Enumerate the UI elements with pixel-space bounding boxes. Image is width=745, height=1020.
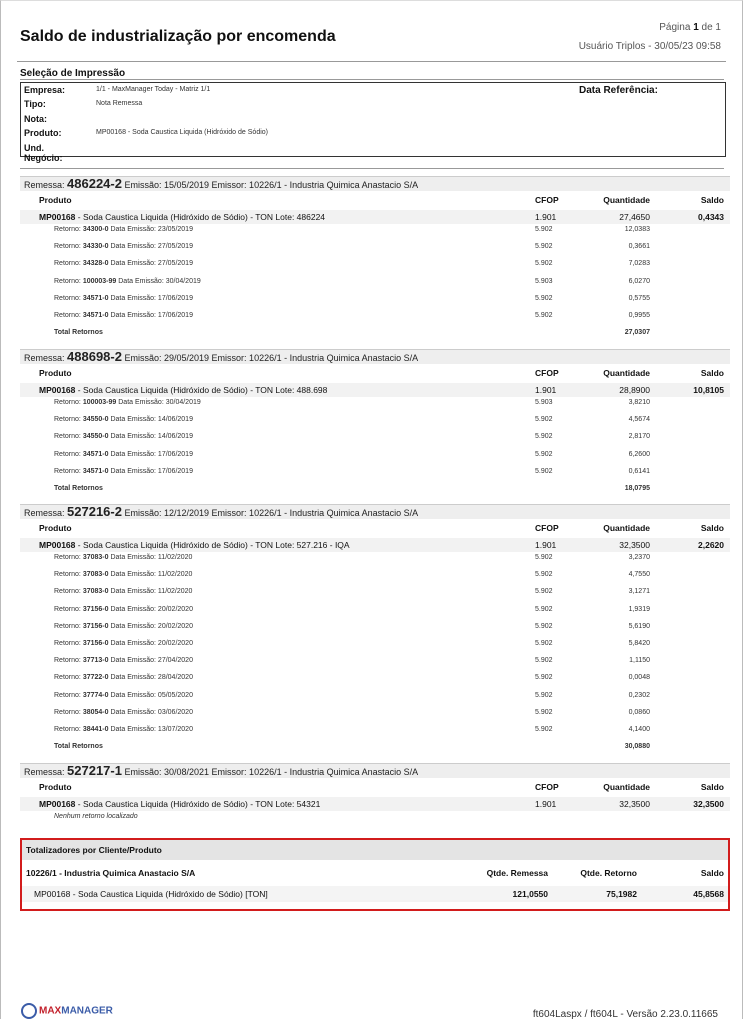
return-number: 37713-0 — [82, 657, 109, 665]
return-cell — [54, 726, 193, 733]
totals-remessa-value: 121,0550 — [512, 889, 548, 899]
return-cell — [54, 657, 193, 664]
return-date: Data Emissão: 23/05/2019 — [110, 226, 193, 233]
return-date: Data Emissão: 20/02/2020 — [110, 622, 193, 630]
return-date: Data Emissão: 20/02/2020 — [110, 640, 193, 647]
return-qty: 2,8170 — [628, 433, 650, 441]
return-prefix: Retorno: — [54, 294, 81, 302]
return-qty: 0,6141 — [628, 467, 650, 475]
return-number: 100003-99 — [82, 277, 117, 285]
return-prefix: Retorno: — [54, 726, 81, 733]
return-cfop: 5.903 — [535, 277, 553, 285]
return-number: 34571-0 — [82, 467, 109, 475]
return-row — [20, 707, 730, 721]
return-number: 38054-0 — [82, 708, 109, 716]
return-prefix: Retorno: — [54, 243, 81, 251]
product-qty: 28,8900 — [619, 385, 650, 395]
selection-heading: Seleção de Impressão — [20, 68, 126, 79]
column-header — [20, 193, 730, 207]
remessa-header — [20, 504, 730, 519]
return-date: Data Emissão: 17/06/2019 — [110, 467, 193, 475]
return-date: Data Emissão: 17/06/2019 — [110, 312, 193, 319]
col-produto: Produto — [39, 782, 72, 792]
return-cfop: 5.902 — [535, 260, 553, 268]
product-saldo: 32,3500 — [693, 799, 724, 809]
return-row — [20, 276, 730, 290]
remessa-label: Remessa: — [24, 508, 65, 518]
return-prefix: Retorno: — [54, 571, 81, 579]
remessa-number: 486224-2 — [67, 176, 122, 191]
return-qty: 1,9319 — [628, 605, 650, 613]
product-cell — [39, 799, 320, 809]
return-date: Data Emissão: 11/02/2020 — [110, 588, 193, 596]
return-prefix: Retorno: — [54, 588, 81, 596]
return-cfop: 5.902 — [535, 294, 553, 302]
return-prefix: Retorno: — [54, 433, 81, 441]
return-number: 37156-0 — [82, 622, 109, 630]
total-retornos-row — [20, 483, 730, 497]
col-cfop: CFOP — [535, 782, 559, 792]
return-cfop: 5.902 — [535, 467, 553, 475]
product-row — [20, 210, 730, 224]
product-qty: 27,4650 — [619, 212, 650, 222]
totals-retorno-value: 75,1982 — [606, 889, 637, 899]
col-cfop: CFOP — [535, 523, 559, 533]
return-cfop: 5.902 — [535, 708, 553, 716]
return-number: 34550-0 — [82, 433, 109, 441]
selection-key: Tipo: — [24, 99, 46, 109]
return-row — [20, 466, 730, 480]
remessa-header — [20, 349, 730, 364]
return-date: Data Emissão: 17/06/2019 — [110, 450, 193, 458]
product-cfop: 1.901 — [535, 540, 557, 550]
return-date: Data Emissão: 30/04/2019 — [118, 277, 201, 285]
return-qty: 5,8420 — [628, 640, 650, 647]
return-cfop: 5.902 — [535, 226, 553, 233]
return-qty: 3,1271 — [628, 588, 650, 596]
totals-client-row — [22, 860, 728, 886]
total-retornos-label: Total Retornos — [54, 743, 103, 751]
return-date: Data Emissão: 30/04/2019 — [118, 399, 201, 406]
return-prefix: Retorno: — [54, 260, 81, 268]
return-number: 34328-0 — [82, 260, 109, 268]
return-cfop: 5.903 — [535, 399, 553, 406]
product-code: MP00168 — [39, 212, 76, 222]
user-date: Usuário Triplos - 30/05/23 09:58 — [578, 41, 721, 52]
remessa-number: 527216-2 — [67, 504, 122, 519]
return-prefix: Retorno: — [54, 226, 81, 233]
product-desc: - Soda Caustica Liquida (Hidróxido de Sódio) - TON Lote: 488.698 — [75, 385, 328, 395]
return-cfop: 5.902 — [535, 312, 553, 319]
return-qty: 6,0270 — [628, 277, 650, 285]
return-number: 34550-0 — [82, 416, 109, 424]
remessa-label: Remessa: — [24, 180, 65, 190]
section-divider — [20, 168, 724, 169]
header-divider — [17, 61, 726, 62]
no-returns-note: Nenhum retorno localizado — [54, 813, 138, 820]
return-cfop: 5.902 — [535, 622, 553, 630]
col-cfop: CFOP — [535, 368, 559, 378]
logo-icon — [21, 1003, 37, 1019]
return-cfop: 5.902 — [535, 640, 553, 647]
return-row — [20, 569, 730, 583]
page-label: Página — [659, 22, 691, 33]
return-date: Data Emissão: 17/06/2019 — [110, 294, 193, 302]
return-number: 37156-0 — [82, 640, 109, 647]
return-prefix: Retorno: — [54, 691, 81, 699]
maxmanager-logo — [21, 1003, 113, 1019]
column-header — [20, 366, 730, 380]
return-number: 34300-0 — [82, 226, 109, 233]
return-cfop: 5.902 — [535, 571, 553, 579]
return-cell — [54, 640, 193, 647]
return-prefix: Retorno: — [54, 657, 81, 665]
return-cfop: 5.902 — [535, 243, 553, 251]
col-quantidade: Quantidade — [603, 523, 650, 533]
return-row — [20, 414, 730, 428]
return-cell — [54, 554, 192, 561]
return-cell — [54, 399, 201, 406]
return-row — [20, 621, 730, 635]
return-row — [20, 293, 730, 307]
return-qty: 6,2600 — [628, 450, 650, 458]
remessa-header — [20, 763, 730, 778]
product-row — [20, 797, 730, 811]
product-desc: - Soda Caustica Liquida (Hidróxido de Sódio) - TON Lote: 527.216 - IQA — [75, 540, 350, 550]
return-date: Data Emissão: 13/07/2020 — [110, 726, 193, 733]
return-cfop: 5.902 — [535, 657, 553, 665]
return-cell — [54, 260, 193, 267]
return-cfop: 5.902 — [535, 691, 553, 699]
totals-client: 10226/1 - Industria Quimica Anastacio S/A — [26, 868, 196, 878]
product-saldo: 10,8105 — [693, 385, 724, 395]
return-date: Data Emissão: 03/06/2020 — [110, 708, 193, 716]
return-prefix: Retorno: — [54, 640, 81, 647]
return-qty: 0,3661 — [628, 243, 650, 251]
total-retornos-value: 27,0307 — [624, 329, 650, 337]
return-cfop: 5.902 — [535, 605, 553, 613]
remessa-info: Emissão: 30/08/2021 Emissor: 10226/1 - Industria Quimica Anastacio S/A — [124, 767, 419, 777]
col-cfop: CFOP — [535, 195, 559, 205]
return-cfop: 5.902 — [535, 554, 553, 561]
return-number: 37774-0 — [82, 691, 109, 699]
return-cell — [54, 588, 192, 595]
total-retornos-row — [20, 327, 730, 341]
col-quantidade: Quantidade — [603, 195, 650, 205]
totals-heading-text: Totalizadores por Cliente/Produto — [26, 845, 162, 855]
return-prefix: Retorno: — [54, 674, 81, 682]
report-title: Saldo de industrialização por encomenda — [20, 28, 336, 45]
col-produto: Produto — [39, 368, 72, 378]
return-cell — [54, 451, 193, 458]
product-qty: 32,3500 — [619, 540, 650, 550]
return-cell — [54, 692, 193, 699]
footer-version: ft604Laspx / ft604L - Versão 2.23.0.11665 — [532, 1009, 718, 1020]
return-cfop: 5.902 — [535, 450, 553, 458]
product-row — [20, 538, 730, 552]
total-retornos-value: 18,0795 — [624, 485, 650, 492]
return-date: Data Emissão: 11/02/2020 — [110, 554, 193, 561]
return-number: 34571-0 — [82, 312, 109, 319]
total-retornos-row — [20, 741, 730, 755]
return-cfop: 5.902 — [535, 588, 553, 596]
return-row — [20, 672, 730, 686]
return-date: Data Emissão: 14/06/2019 — [110, 416, 193, 424]
product-saldo: 2,2620 — [698, 540, 724, 550]
product-qty: 32,3500 — [619, 799, 650, 809]
remessa-label: Remessa: — [24, 767, 65, 777]
return-date: Data Emissão: 20/02/2020 — [110, 605, 193, 613]
return-prefix: Retorno: — [54, 467, 81, 475]
return-number: 100003-99 — [82, 399, 117, 406]
return-cell — [54, 709, 193, 716]
product-code: MP00168 — [39, 799, 76, 809]
return-cell — [54, 226, 193, 233]
return-row — [20, 224, 730, 238]
return-cfop: 5.902 — [535, 674, 553, 682]
return-cell — [54, 674, 193, 681]
return-number: 37156-0 — [82, 605, 109, 613]
col-saldo: Saldo — [700, 368, 724, 378]
remessa-header-text — [24, 177, 418, 192]
remessa-header — [20, 176, 730, 191]
return-prefix: Retorno: — [54, 277, 81, 285]
remessa-number: 527217-1 — [67, 763, 122, 778]
product-cfop: 1.901 — [535, 799, 557, 809]
selection-divider — [20, 79, 724, 80]
return-number: 34571-0 — [82, 294, 109, 302]
selection-key: Und. Negócio: — [24, 143, 63, 163]
total-retornos-label: Total Retornos — [54, 329, 103, 337]
return-number: 38441-0 — [82, 726, 109, 733]
totals-product: MP00168 - Soda Caustica Liquida (Hidróxido de Sódio) [TON] — [34, 889, 268, 899]
return-cell — [54, 312, 193, 319]
return-qty: 4,5674 — [628, 416, 650, 424]
product-cfop: 1.901 — [535, 212, 557, 222]
column-header — [20, 521, 730, 535]
product-code: MP00168 — [39, 540, 76, 550]
return-row — [20, 586, 730, 600]
return-cell — [54, 433, 193, 440]
col-qtde-remessa: Qtde. Remessa — [486, 868, 548, 878]
totals-heading — [22, 840, 728, 860]
product-saldo: 0,4343 — [698, 212, 724, 222]
return-date: Data Emissão: 11/02/2020 — [110, 571, 193, 579]
selection-key: Empresa: — [24, 85, 66, 95]
return-prefix: Retorno: — [54, 554, 81, 561]
selection-key: Produto: — [24, 128, 62, 138]
return-number: 34330-0 — [82, 243, 109, 251]
col-quantidade: Quantidade — [603, 368, 650, 378]
return-qty: 4,1400 — [628, 726, 650, 733]
product-cell — [39, 385, 327, 395]
return-prefix: Retorno: — [54, 708, 81, 716]
return-row — [20, 431, 730, 445]
return-prefix: Retorno: — [54, 622, 81, 630]
return-cell — [54, 295, 193, 302]
return-qty: 3,8210 — [628, 399, 650, 406]
return-date: Data Emissão: 27/04/2020 — [110, 657, 193, 665]
selection-box — [20, 82, 726, 163]
return-row — [20, 310, 730, 324]
return-date: Data Emissão: 27/05/2019 — [110, 243, 193, 251]
return-cell — [54, 606, 193, 613]
col-produto: Produto — [39, 523, 72, 533]
col-qtde-retorno: Qtde. Retorno — [580, 868, 637, 878]
return-row — [20, 690, 730, 704]
return-row — [20, 604, 730, 618]
totals-product-row — [22, 886, 728, 902]
return-prefix: Retorno: — [54, 416, 81, 424]
return-qty: 1,1150 — [629, 657, 650, 665]
remessa-header-text — [24, 350, 418, 365]
return-qty: 7,0283 — [628, 260, 650, 268]
col-saldo: Saldo — [700, 782, 724, 792]
product-row — [20, 383, 730, 397]
remessa-label: Remessa: — [24, 353, 65, 363]
return-qty: 3,2370 — [628, 554, 650, 561]
return-row — [20, 552, 730, 566]
return-row — [20, 258, 730, 272]
total-retornos-value: 30,0880 — [624, 743, 650, 751]
return-prefix: Retorno: — [54, 312, 81, 319]
return-qty: 0,0048 — [628, 674, 650, 682]
product-desc: - Soda Caustica Liquida (Hidróxido de Sódio) - TON Lote: 486224 — [75, 212, 326, 222]
product-cell — [39, 212, 325, 222]
return-date: Data Emissão: 05/05/2020 — [110, 691, 193, 699]
remessa-header-text — [24, 505, 418, 520]
return-number: 37083-0 — [82, 554, 109, 561]
logo-text-manager: MANAGER — [61, 1005, 113, 1017]
return-row — [20, 655, 730, 669]
return-cell — [54, 278, 201, 285]
selection-value: MP00168 - Soda Caustica Liquida (Hidróxido de Sódio) — [96, 129, 268, 136]
page-current: 1 — [693, 22, 699, 33]
return-cfop: 5.902 — [535, 416, 553, 424]
return-row — [20, 724, 730, 738]
return-qty: 12,0383 — [624, 226, 650, 233]
selection-value: 1/1 - MaxManager Today - Matriz 1/1 — [96, 86, 211, 93]
return-date: Data Emissão: 27/05/2019 — [110, 260, 193, 268]
logo-text-max: MAX — [39, 1005, 62, 1017]
total-retornos-label: Total Retornos — [54, 485, 103, 492]
selection-value: Nota Remessa — [96, 100, 143, 107]
return-number: 37083-0 — [82, 588, 109, 596]
remessa-header-text — [24, 764, 418, 779]
return-prefix: Retorno: — [54, 605, 81, 613]
return-date: Data Emissão: 14/06/2019 — [110, 433, 193, 441]
return-qty: 0,2302 — [628, 691, 650, 699]
remessa-info: Emissão: 15/05/2019 Emissor: 10226/1 - Industria Quimica Anastacio S/A — [124, 180, 419, 190]
return-cfop: 5.902 — [535, 433, 553, 441]
col-saldo: Saldo — [700, 523, 724, 533]
return-cell — [54, 243, 193, 250]
col-saldo: Saldo — [700, 195, 724, 205]
return-cell — [54, 468, 193, 475]
return-number: 37083-0 — [82, 571, 109, 579]
totals-saldo-value: 45,8568 — [693, 889, 724, 899]
product-cell — [39, 540, 350, 550]
return-cfop: 5.902 — [535, 726, 553, 733]
col-saldo: Saldo — [700, 868, 724, 878]
return-date: Data Emissão: 28/04/2020 — [110, 674, 193, 682]
totals-box — [20, 838, 730, 911]
column-header — [20, 780, 730, 794]
return-qty: 5,6190 — [628, 622, 650, 630]
page-total: de 1 — [701, 22, 721, 33]
return-qty: 0,0860 — [628, 708, 650, 716]
return-qty: 0,9955 — [628, 312, 650, 319]
return-prefix: Retorno: — [54, 399, 81, 406]
return-qty: 4,7550 — [628, 571, 650, 579]
product-code: MP00168 — [39, 385, 76, 395]
col-produto: Produto — [39, 195, 72, 205]
return-row — [20, 449, 730, 463]
return-row — [20, 397, 730, 411]
return-cell — [54, 416, 193, 423]
return-number: 34571-0 — [82, 450, 109, 458]
remessa-info: Emissão: 12/12/2019 Emissor: 10226/1 - Industria Quimica Anastacio S/A — [124, 508, 419, 518]
col-quantidade: Quantidade — [603, 782, 650, 792]
remessa-number: 488698-2 — [67, 349, 122, 364]
return-cell — [54, 571, 192, 578]
data-referencia-label: Data Referência: — [579, 85, 658, 96]
selection-key: Nota: — [24, 114, 47, 124]
return-row — [20, 638, 730, 652]
page-number — [659, 22, 721, 33]
product-cfop: 1.901 — [535, 385, 557, 395]
return-row — [20, 241, 730, 255]
product-desc: - Soda Caustica Liquida (Hidróxido de Sódio) - TON Lote: 54321 — [75, 799, 321, 809]
remessa-info: Emissão: 29/05/2019 Emissor: 10226/1 - Industria Quimica Anastacio S/A — [124, 353, 419, 363]
return-prefix: Retorno: — [54, 450, 81, 458]
return-cell — [54, 623, 193, 630]
return-number: 37722-0 — [82, 674, 109, 682]
return-qty: 0,5755 — [628, 294, 650, 302]
